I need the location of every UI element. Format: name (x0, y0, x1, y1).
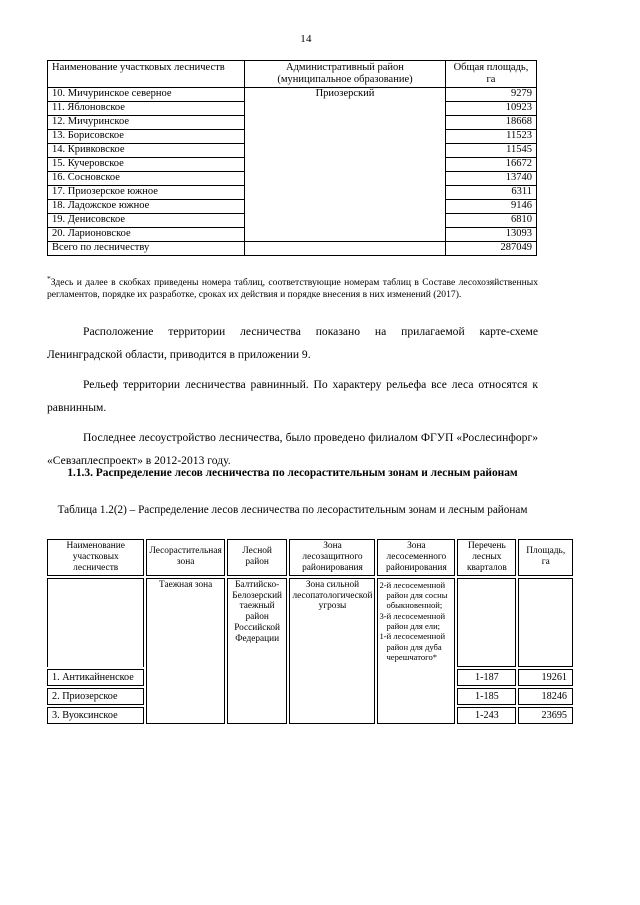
cell-area: 18668 (445, 115, 536, 129)
table-merged-body-row (47, 578, 573, 668)
table-total-row (48, 241, 537, 255)
cell-area: 9146 (445, 199, 536, 213)
table-header-row (48, 61, 537, 88)
header-cell-seed-zone: Зона лесосеменного районирования (377, 539, 455, 576)
cell-name-empty (47, 578, 144, 668)
cell-name: 16. Сосновское (48, 171, 245, 185)
cell-total-area: 287049 (445, 241, 536, 255)
header-cell-area: Площадь, га (518, 539, 573, 576)
cell-area: 6311 (445, 185, 536, 199)
cell-area: 10923 (445, 101, 536, 115)
paragraph-location: Расположение территории лесничества показано на прилагаемой карте-схеме Ленинградской области, приводится в приложении 9. (47, 325, 538, 362)
cell-name: 20. Ларионовское (48, 227, 245, 241)
forest-zones-table (45, 537, 575, 726)
cell-name: 1. Антикайненское (47, 669, 144, 686)
cell-area: 23695 (518, 707, 573, 724)
cell-name: 12. Мичуринское (48, 115, 245, 129)
seed-zone-item: 2-й лесосеменной район для сосны обыкновенной; (379, 579, 448, 611)
cell-total-label: Всего по лесничеству (48, 241, 245, 255)
cell-name: 14. Кривковское (48, 143, 245, 157)
cell-area: 19261 (518, 669, 573, 686)
forestry-areas-table (47, 60, 537, 256)
cell-name: 19. Денисовское (48, 213, 245, 227)
section-heading-1-1-3: 1.1.3. Распределение лесов лесничества по лесорастительным зонам и лесным районам (67, 467, 518, 479)
cell-area: 13740 (445, 171, 536, 185)
cell-protection-zone-merged: Зона сильной лесопатологической угрозы (289, 578, 375, 725)
cell-name: 15. Кучеровское (48, 157, 245, 171)
table-header-row (47, 539, 573, 576)
cell-name: 13. Борисовское (48, 129, 245, 143)
header-cell-name: Наименование участковых лесничеств (47, 539, 144, 576)
cell-district-merged: Приозерский (245, 87, 446, 241)
cell-quarters-empty (457, 578, 516, 668)
footnote-marker: * (47, 273, 51, 283)
seed-zone-item: 3-й лесосеменной район для ели; (379, 610, 446, 631)
cell-forest-district-merged: Балтийско-Белозерский таежный район Российской Федерации (227, 578, 288, 725)
cell-area: 13093 (445, 227, 536, 241)
cell-veg-zone-merged: Таежная зона (146, 578, 224, 725)
cell-name: 17. Приозерское южное (48, 185, 245, 199)
table-caption-1-2: Таблица 1.2(2) – Распределение лесов лесничества по лесорастительным зонам и лесным районам (57, 504, 528, 516)
page-number: 14 (300, 33, 312, 45)
cell-quarters: 1-185 (457, 688, 516, 705)
header-cell-area: Общая площадь, га (445, 61, 536, 88)
cell-total-district (245, 241, 446, 255)
cell-name: 18. Ладожское южное (48, 199, 245, 213)
cell-name: 2. Приозерское (47, 688, 144, 705)
header-cell-district: Административный район (муниципальное образование) (245, 61, 446, 88)
header-cell-protection-zone: Зона лесозащитного районирования (289, 539, 375, 576)
cell-area: 18246 (518, 688, 573, 705)
cell-area: 9279 (445, 87, 536, 101)
cell-area: 11545 (445, 143, 536, 157)
header-cell-quarters: Перечень лесных кварталов (457, 539, 516, 576)
cell-quarters: 1-243 (457, 707, 516, 724)
cell-name: 3. Вуоксинское (47, 707, 144, 724)
cell-name: 11. Яблоновское (48, 101, 245, 115)
cell-area: 16672 (445, 157, 536, 171)
footnote-text: Здесь и далее в скобках приведены номера таблиц, соответствующие номерам таблиц в Составе лесохозяйственных регламентов, порядке их разработке, сроках их действия и порядке внесения в них изменений (2017). (47, 277, 538, 301)
paragraph-forest-survey: Последнее лесоустройство лесничества, было проведено филиалом ФГУП «Рослесинфорг» «Севзаплеспроект» в 2012-2013 году. (47, 431, 538, 468)
header-cell-forest-district: Лесной район (227, 539, 288, 576)
cell-name: 10. Мичуринское северное (48, 87, 245, 101)
header-cell-veg-zone: Лесорастительная зона (146, 539, 224, 576)
seed-zone-item: 1-й лесосеменной район для дуба черешчатого* (379, 631, 446, 662)
header-cell-name: Наименование участковых лесничеств (48, 61, 245, 88)
table-row (48, 87, 537, 101)
paragraph-relief: Рельеф территории лесничества равнинный. По характеру рельефа все леса относятся к равнинным. (47, 378, 538, 415)
cell-seed-zone-merged (377, 578, 455, 725)
cell-area: 11523 (445, 129, 536, 143)
cell-area: 6810 (445, 213, 536, 227)
cell-area-empty (518, 578, 573, 668)
cell-quarters: 1-187 (457, 669, 516, 686)
footnote (47, 273, 538, 301)
